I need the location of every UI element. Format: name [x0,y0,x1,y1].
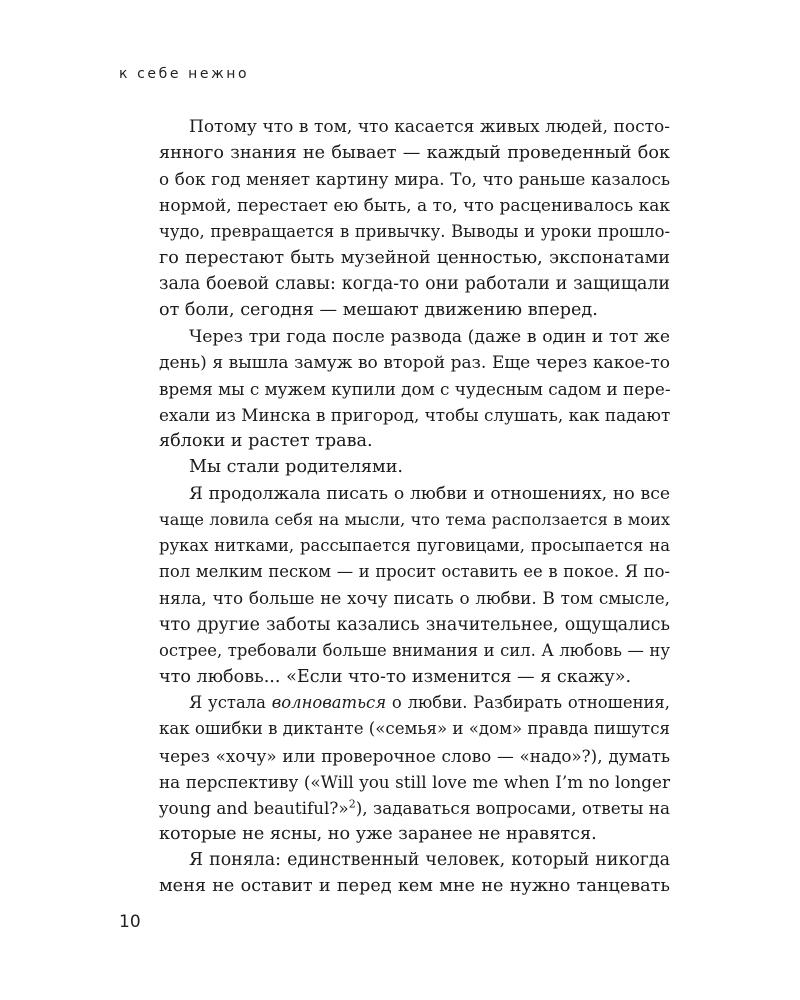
text-line: зала боевой славы: когда-то они работали и защищали [159,274,670,295]
paragraph-1 [159,114,670,324]
running-head: к себе нежно [119,66,250,82]
text-line: что другие заботы казались значительнее, ощущались [159,614,670,635]
text-line: Я продолжала писать о любви и отношениях, но все [189,483,670,504]
text-line: как ошибки в диктанте («семья» и «дом» правда пишутся [159,719,670,739]
paragraph-4 [159,481,670,691]
text-line: Я поняла: единственный человек, который никогда [189,850,670,871]
text-line: день) я вышла замуж во второй раз. Еще через какое-то [159,352,670,373]
text-line: ехали из Минска в пригород, чтобы слушать, как падают [159,405,671,426]
text-line: острее, требовали больше внимания и сил. А любовь — ну [159,640,670,660]
text-line: на перспективу («Will you still love me when I’m no longer [159,771,670,792]
emphasis-text: волноваться [271,693,387,713]
text-line: нормой, перестает ею быть, а то, что расценивалось как [159,195,670,216]
text-line: руках нитками, рассыпается пуговицами, просыпается на [159,536,670,555]
text-line: няла, что больше не хочу писать о любви. В том смысле, [159,588,670,609]
text-run: young and beautiful?» [159,797,349,818]
text-line [159,690,670,716]
text-run: о любви. Разбирать отношения, [386,693,670,713]
text-line: что любовь... «Если что-то изменится — я скажу». [159,666,632,687]
text-run: Я устала [189,693,272,713]
text-line: янного знания не бывает — каждый проведенный бок [159,143,670,164]
body-text [159,114,670,900]
text-line: чудо, превращается в привычку. Выводы и уроки прошло- [159,221,670,241]
text-line: пол мелким песком — и просит оставить ее в покое. Я по- [159,562,670,582]
text-line: Через три года после развода (даже в один и тот же [189,326,670,347]
text-line: яблоки и растет трава. [159,431,373,452]
paragraph-6 [159,847,670,899]
paragraph-5 [159,690,670,847]
text-line [159,795,670,821]
paragraph-2 [159,324,670,455]
text-line: чаще ловила себя на мысли, что тема расползается в моих [159,509,670,529]
text-line: время мы с мужем купили дом с чудесным садом и пере- [159,378,671,399]
footnote-marker[interactable]: 2 [348,797,356,811]
text-line: которые не ясны, но уже заранее не нравятся. [159,824,597,845]
text-line: от боли, сегодня — мешают движению вперед. [159,300,598,321]
page-number: 10 [119,912,141,932]
text-line: через «хочу» или проверочное слово — «надо»?), думать [159,745,670,766]
text-line: Потому что в том, что касается живых людей, посто- [189,117,670,137]
text-run: ), задаваться вопросами, ответы на [355,797,670,818]
text-line: меня не оставит и перед кем мне не нужно танцевать [159,876,670,897]
paragraph-3 [159,454,670,480]
text-line: го перестают быть музейной ценностью, экспонатами [159,247,670,268]
text-line: Мы стали родителями. [189,457,404,478]
text-line: о бок год меняет картину мира. То, что раньше казалось [159,169,670,190]
